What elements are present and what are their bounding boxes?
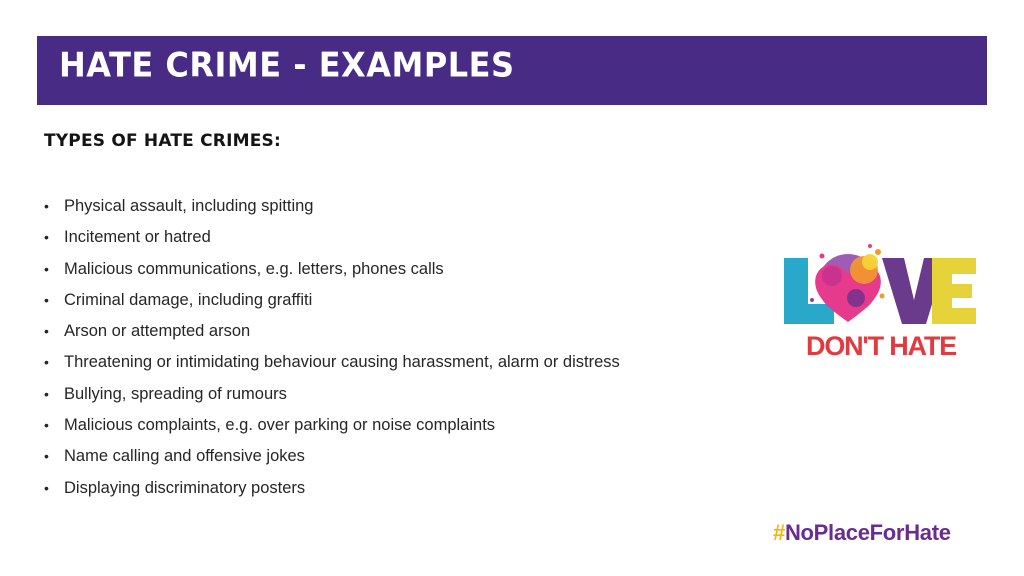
list-item-text: Incitement or hatred [64,228,211,247]
bullet-icon: • [44,260,49,277]
bullet-icon: • [44,323,49,340]
bullet-icon: • [44,229,49,246]
list-item [44,349,620,380]
bullet-icon: • [44,479,49,496]
list-item-text: Malicious communications, e.g. letters, phones calls [64,259,444,278]
logo-dont-hate-text: DON'T HATE [806,331,956,361]
bullet-icon: • [44,448,49,465]
bullet-icon: • [44,354,49,371]
list-item [44,224,620,255]
section-subtitle: TYPES OF HATE CRIMES: [44,131,281,151]
list-item-text: Name calling and offensive jokes [64,447,305,466]
list-item-text: Arson or attempted arson [64,322,251,341]
list-item [44,256,620,287]
list-item [44,318,620,349]
bullet-icon: • [44,385,49,402]
list-item-text: Displaying discriminatory posters [64,478,306,497]
bullet-icon: • [44,417,49,434]
love-dont-hate-logo-graphic [782,240,980,362]
list-item [44,475,620,506]
list-item [44,193,620,224]
hashtag-text: NoPlaceForHate [784,520,951,545]
love-dont-hate-logo [782,240,980,362]
title-bar [37,36,987,105]
list-item-text: Threatening or intimidating behaviour causing harassment, alarm or distress [64,353,620,372]
list-item-text: Malicious complaints, e.g. over parking or noise complaints [64,416,496,435]
logo-letter-e [932,258,976,324]
hashtag-symbol: # [773,520,785,545]
no-place-for-hate-hashtag [773,518,951,548]
list-item-text: Bullying, spreading of rumours [64,384,287,403]
page-title: HATE CRIME - EXAMPLES [59,45,515,85]
list-item [44,381,620,412]
list-item [44,412,620,443]
hate-crime-types-list [44,193,620,506]
bullet-icon: • [44,291,49,308]
bullet-icon: • [44,198,49,214]
list-item [44,443,620,474]
list-item [44,287,620,318]
list-item-text: Physical assault, including spitting [64,197,314,215]
list-item-text: Criminal damage, including graffiti [64,290,313,309]
